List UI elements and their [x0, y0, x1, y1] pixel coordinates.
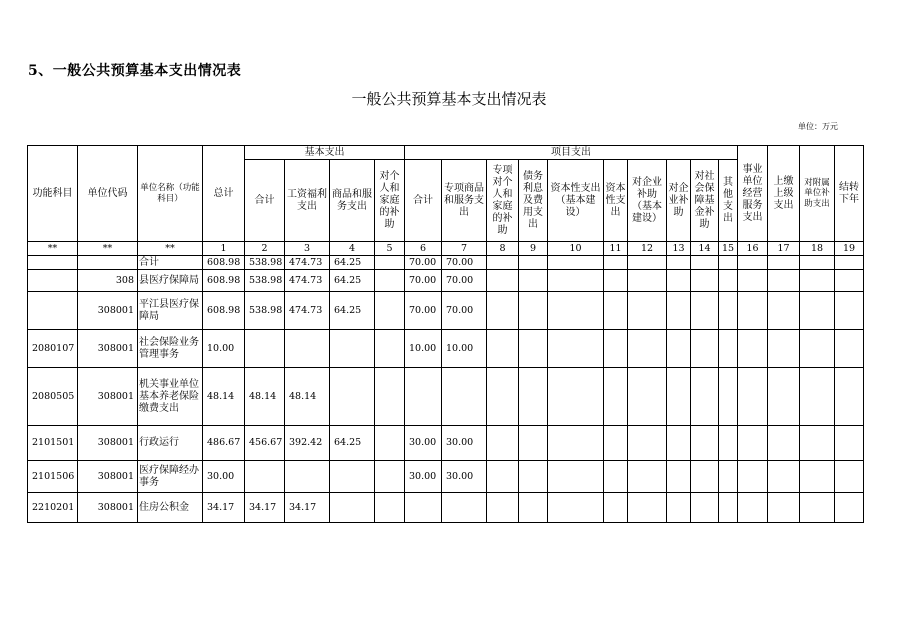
header-c17: 上缴上级支出 [768, 146, 800, 242]
section-title: 5、一般公共预算基本支出情况表 [28, 63, 242, 79]
basic-subsidy-cell [375, 461, 405, 493]
empty-cell [719, 292, 738, 330]
project-goods-cell: 10.00 [442, 330, 487, 368]
empty-cell [800, 256, 835, 270]
project-sum-cell: 70.00 [405, 270, 442, 292]
empty-cell [628, 330, 667, 368]
empty-cell [835, 368, 864, 426]
empty-cell [628, 292, 667, 330]
unit-name-cell: 机关事业单位基本养老保险缴费支出 [138, 368, 203, 426]
column-index-cell: 4 [330, 242, 375, 256]
empty-cell [548, 292, 604, 330]
basic-goods-cell [330, 368, 375, 426]
column-index-cell: 18 [800, 242, 835, 256]
header-p-subsidy: 专项对个人和家庭的补助 [487, 160, 519, 242]
header-basic-group: 基本支出 [245, 146, 405, 160]
empty-cell [835, 292, 864, 330]
basic-goods-cell: 64.25 [330, 426, 375, 461]
header-p-goods: 专项商品和服务支出 [442, 160, 487, 242]
empty-cell [800, 426, 835, 461]
empty-cell [628, 461, 667, 493]
empty-cell [628, 368, 667, 426]
basic-goods-cell: 64.25 [330, 256, 375, 270]
func-subject-cell: 2210201 [28, 493, 78, 523]
header-b-salary: 工资福利支出 [285, 160, 330, 242]
func-subject-cell: 2101501 [28, 426, 78, 461]
basic-salary-cell: 474.73 [285, 292, 330, 330]
project-goods-cell [442, 493, 487, 523]
empty-cell [604, 426, 628, 461]
basic-sum-cell: 34.17 [245, 493, 285, 523]
project-goods-cell: 30.00 [442, 426, 487, 461]
empty-cell [691, 493, 719, 523]
empty-cell [667, 270, 691, 292]
total-cell: 608.98 [203, 256, 245, 270]
empty-cell [667, 292, 691, 330]
table-row [28, 330, 864, 368]
empty-cell [548, 493, 604, 523]
unit-name-cell: 住房公积金 [138, 493, 203, 523]
header-p-enterprise: 对企业补助 [667, 160, 691, 242]
basic-sum-cell [245, 330, 285, 368]
empty-cell [800, 330, 835, 368]
basic-sum-cell: 538.98 [245, 292, 285, 330]
header-p-social: 对社会保障基金补助 [691, 160, 719, 242]
basic-sum-cell: 48.14 [245, 368, 285, 426]
empty-cell [519, 292, 548, 330]
empty-cell [487, 368, 519, 426]
unit-code-cell: 308001 [78, 368, 138, 426]
column-index-cell: 15 [719, 242, 738, 256]
empty-cell [519, 330, 548, 368]
empty-cell [738, 426, 768, 461]
func-subject-cell [28, 292, 78, 330]
basic-subsidy-cell [375, 426, 405, 461]
unit-name-cell: 平江县医疗保障局 [138, 292, 203, 330]
unit-code-cell: 308001 [78, 426, 138, 461]
column-index-cell: 2 [245, 242, 285, 256]
empty-cell [719, 270, 738, 292]
empty-cell [835, 330, 864, 368]
empty-cell [519, 493, 548, 523]
table-row [28, 292, 864, 330]
unit-name-cell: 社会保险业务管理事务 [138, 330, 203, 368]
project-goods-cell: 70.00 [442, 256, 487, 270]
empty-cell [738, 493, 768, 523]
empty-cell [519, 270, 548, 292]
empty-cell [604, 493, 628, 523]
basic-sum-cell [245, 461, 285, 493]
empty-cell [548, 256, 604, 270]
unit-label: 单位：万元 [798, 122, 838, 131]
empty-cell [835, 461, 864, 493]
empty-cell [719, 368, 738, 426]
func-subject-cell: 2101506 [28, 461, 78, 493]
empty-cell [738, 330, 768, 368]
empty-cell [628, 270, 667, 292]
empty-cell [768, 256, 800, 270]
empty-cell [691, 256, 719, 270]
header-b-goods: 商品和服务支出 [330, 160, 375, 242]
header-p-enterprise-basic: 对企业补助（基本建设） [628, 160, 667, 242]
empty-cell [691, 292, 719, 330]
project-goods-cell: 70.00 [442, 292, 487, 330]
basic-sum-cell: 538.98 [245, 270, 285, 292]
empty-cell [835, 493, 864, 523]
func-subject-cell [28, 270, 78, 292]
column-index-cell: ** [28, 242, 78, 256]
header-p-other: 其他支出 [719, 160, 738, 242]
basic-goods-cell: 64.25 [330, 270, 375, 292]
empty-cell [519, 461, 548, 493]
basic-salary-cell [285, 330, 330, 368]
unit-name-cell: 合计 [138, 256, 203, 270]
basic-subsidy-cell [375, 368, 405, 426]
column-index-cell: 19 [835, 242, 864, 256]
empty-cell [667, 368, 691, 426]
empty-cell [487, 330, 519, 368]
basic-goods-cell: 64.25 [330, 292, 375, 330]
empty-cell [628, 256, 667, 270]
empty-cell [604, 270, 628, 292]
empty-cell [800, 368, 835, 426]
unit-name-cell: 行政运行 [138, 426, 203, 461]
total-cell: 48.14 [203, 368, 245, 426]
empty-cell [519, 426, 548, 461]
project-goods-cell: 30.00 [442, 461, 487, 493]
basic-goods-cell [330, 493, 375, 523]
column-index-cell: 17 [768, 242, 800, 256]
project-sum-cell: 70.00 [405, 256, 442, 270]
empty-cell [738, 256, 768, 270]
empty-cell [768, 426, 800, 461]
project-sum-cell [405, 493, 442, 523]
empty-cell [548, 426, 604, 461]
empty-cell [691, 368, 719, 426]
header-p-debt: 债务利息及费用支出 [519, 160, 548, 242]
empty-cell [604, 292, 628, 330]
header-project-group: 项目支出 [405, 146, 738, 160]
header-total: 总计 [203, 146, 245, 242]
total-cell: 30.00 [203, 461, 245, 493]
basic-sum-cell: 538.98 [245, 256, 285, 270]
header-func-subject: 功能科目 [28, 146, 78, 242]
column-index-cell: ** [78, 242, 138, 256]
unit-code-cell: 308001 [78, 292, 138, 330]
column-index-cell: 3 [285, 242, 330, 256]
empty-cell [691, 461, 719, 493]
project-sum-cell: 30.00 [405, 426, 442, 461]
header-unit-name: 单位名称（功能科目） [138, 146, 203, 242]
header-p-capital: 资本性支出 [604, 160, 628, 242]
column-index-cell: ** [138, 242, 203, 256]
unit-code-cell: 308 [78, 270, 138, 292]
empty-cell [800, 493, 835, 523]
unit-name-cell: 县医疗保障局 [138, 270, 203, 292]
column-index-cell: 10 [548, 242, 604, 256]
column-index-cell: 8 [487, 242, 519, 256]
column-index-cell: 7 [442, 242, 487, 256]
empty-cell [548, 368, 604, 426]
table-title: 一般公共预算基本支出情况表 [351, 90, 547, 108]
empty-cell [487, 270, 519, 292]
empty-cell [667, 493, 691, 523]
header-row-1 [28, 146, 864, 160]
header-c19: 结转下年 [835, 146, 864, 242]
table-row [28, 493, 864, 523]
empty-cell [719, 461, 738, 493]
func-subject-cell: 2080505 [28, 368, 78, 426]
table-row [28, 368, 864, 426]
empty-cell [719, 493, 738, 523]
project-sum-cell: 30.00 [405, 461, 442, 493]
empty-cell [835, 426, 864, 461]
header-c16: 事业单位经营服务支出 [738, 146, 768, 242]
empty-cell [548, 330, 604, 368]
empty-cell [835, 256, 864, 270]
header-b-subsidy: 对个人和家庭的补助 [375, 160, 405, 242]
column-index-cell: 9 [519, 242, 548, 256]
project-goods-cell [442, 368, 487, 426]
empty-cell [628, 426, 667, 461]
empty-cell [835, 270, 864, 292]
basic-subsidy-cell [375, 270, 405, 292]
empty-cell [691, 270, 719, 292]
empty-cell [548, 461, 604, 493]
basic-goods-cell [330, 461, 375, 493]
empty-cell [604, 330, 628, 368]
column-index-cell: 12 [628, 242, 667, 256]
empty-cell [738, 270, 768, 292]
basic-salary-cell: 392.42 [285, 426, 330, 461]
empty-cell [738, 461, 768, 493]
project-sum-cell: 10.00 [405, 330, 442, 368]
empty-cell [487, 461, 519, 493]
unit-code-cell [78, 256, 138, 270]
empty-cell [738, 368, 768, 426]
empty-cell [604, 461, 628, 493]
column-index-cell: 11 [604, 242, 628, 256]
basic-subsidy-cell [375, 256, 405, 270]
empty-cell [604, 368, 628, 426]
empty-cell [800, 270, 835, 292]
header-c18: 对附属单位补助支出 [800, 146, 835, 242]
empty-cell [719, 426, 738, 461]
unit-code-cell: 308001 [78, 330, 138, 368]
header-unit-code: 单位代码 [78, 146, 138, 242]
table-row [28, 270, 864, 292]
unit-code-cell: 308001 [78, 493, 138, 523]
column-index-cell: 13 [667, 242, 691, 256]
total-cell: 34.17 [203, 493, 245, 523]
empty-cell [487, 426, 519, 461]
column-index-cell: 5 [375, 242, 405, 256]
empty-cell [519, 368, 548, 426]
table-row [28, 461, 864, 493]
total-cell: 10.00 [203, 330, 245, 368]
empty-cell [487, 493, 519, 523]
basic-sum-cell: 456.67 [245, 426, 285, 461]
empty-cell [719, 256, 738, 270]
basic-salary-cell [285, 461, 330, 493]
column-index-cell: 6 [405, 242, 442, 256]
func-subject-cell: 2080107 [28, 330, 78, 368]
basic-subsidy-cell [375, 292, 405, 330]
empty-cell [604, 256, 628, 270]
budget-table [27, 145, 864, 523]
empty-cell [667, 426, 691, 461]
empty-cell [719, 330, 738, 368]
header-b-sum: 合计 [245, 160, 285, 242]
basic-subsidy-cell [375, 330, 405, 368]
empty-cell [768, 461, 800, 493]
empty-cell [768, 493, 800, 523]
column-index-row [28, 242, 864, 256]
total-cell: 608.98 [203, 270, 245, 292]
project-sum-cell: 70.00 [405, 292, 442, 330]
empty-cell [548, 270, 604, 292]
empty-cell [487, 256, 519, 270]
empty-cell [628, 493, 667, 523]
empty-cell [487, 292, 519, 330]
empty-cell [768, 330, 800, 368]
empty-cell [519, 256, 548, 270]
unit-name-cell: 医疗保障经办事务 [138, 461, 203, 493]
unit-code-cell: 308001 [78, 461, 138, 493]
empty-cell [768, 270, 800, 292]
func-subject-cell [28, 256, 78, 270]
total-cell: 608.98 [203, 292, 245, 330]
basic-salary-cell: 474.73 [285, 256, 330, 270]
column-index-cell: 14 [691, 242, 719, 256]
header-p-sum: 合计 [405, 160, 442, 242]
empty-cell [667, 256, 691, 270]
empty-cell [800, 461, 835, 493]
empty-cell [768, 368, 800, 426]
table-row [28, 256, 864, 270]
empty-cell [768, 292, 800, 330]
total-cell: 486.67 [203, 426, 245, 461]
header-p-capital-basic: 资本性支出（基本建设） [548, 160, 604, 242]
basic-salary-cell: 48.14 [285, 368, 330, 426]
table-row [28, 426, 864, 461]
column-index-cell: 16 [738, 242, 768, 256]
basic-subsidy-cell [375, 493, 405, 523]
empty-cell [738, 292, 768, 330]
empty-cell [800, 292, 835, 330]
basic-salary-cell: 474.73 [285, 270, 330, 292]
project-goods-cell: 70.00 [442, 270, 487, 292]
empty-cell [691, 426, 719, 461]
empty-cell [667, 461, 691, 493]
column-index-cell: 1 [203, 242, 245, 256]
empty-cell [667, 330, 691, 368]
empty-cell [691, 330, 719, 368]
basic-goods-cell [330, 330, 375, 368]
project-sum-cell [405, 368, 442, 426]
basic-salary-cell: 34.17 [285, 493, 330, 523]
